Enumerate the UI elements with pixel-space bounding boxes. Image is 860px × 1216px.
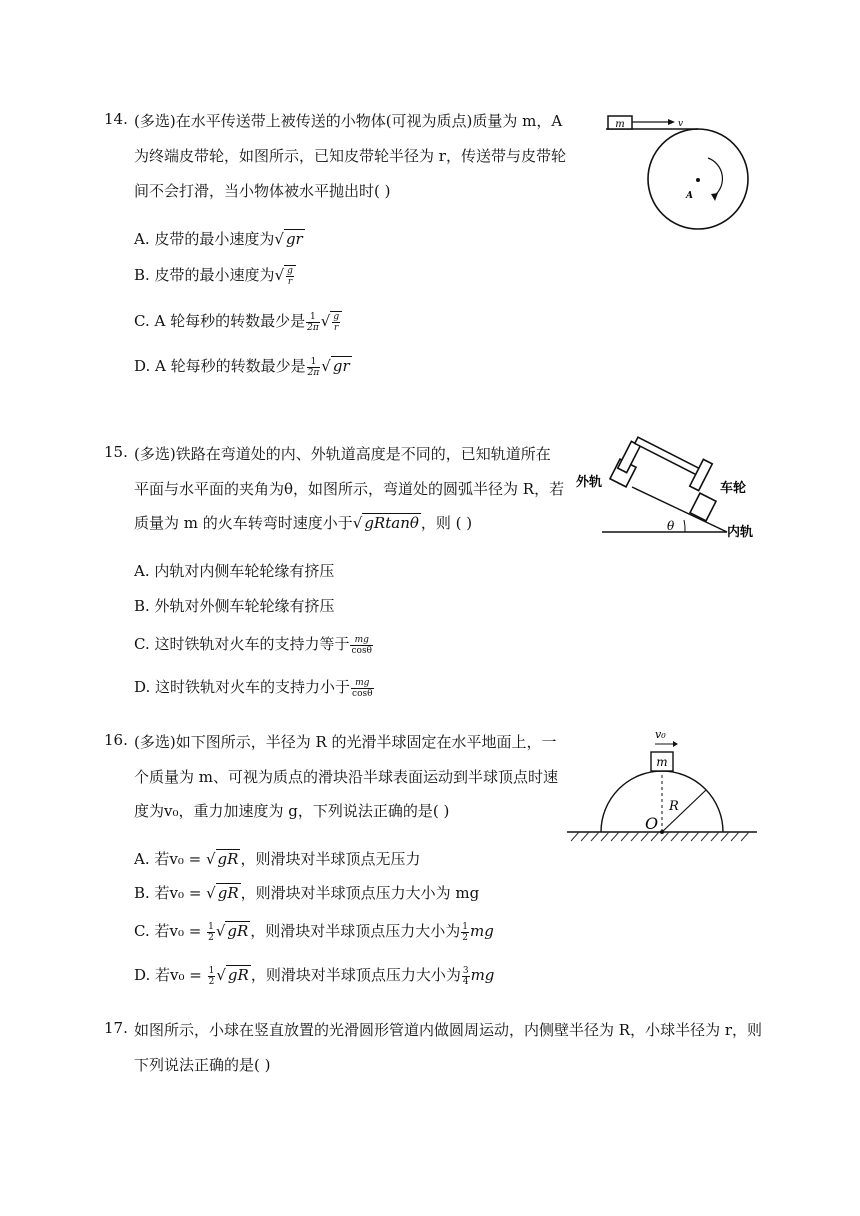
question-text-line: (多选)如下图所示，半径为 R 的光滑半球固定在水平地面上，一	[134, 733, 557, 751]
velocity-label: v₀	[655, 728, 666, 741]
question-number: 14.	[104, 110, 128, 128]
math-expr: mg	[470, 966, 495, 984]
question-text-line: 个质量为 m、可视为质点的滑块沿半球表面运动到半球顶点时速	[134, 768, 558, 786]
rotation-head	[711, 193, 718, 201]
track-group	[610, 437, 716, 521]
math-den: 2	[208, 976, 215, 987]
center-label: O	[645, 814, 659, 833]
hemisphere-figure	[565, 722, 760, 847]
ground-hatching	[571, 832, 749, 841]
arrow-head	[668, 119, 675, 125]
math-num: mg	[350, 635, 373, 646]
option-text: D. 若v₀ =	[134, 966, 207, 984]
inner-rail-label: 内轨	[727, 525, 754, 540]
option-text: B. 皮带的最小速度为	[134, 266, 275, 284]
velocity-label: v	[678, 119, 684, 129]
rail-track-figure	[572, 432, 767, 540]
math-num: g	[333, 312, 340, 322]
math-num: 1	[307, 357, 321, 368]
belt-pulley-figure	[598, 108, 768, 233]
math-num: 1	[208, 965, 215, 976]
question-text-line: (多选)铁路在弯道处的内、外轨道高度是不同的，已知轨道所在	[134, 445, 551, 463]
text-part: ，则 ( )	[420, 514, 473, 532]
option-text: C. 若v₀ =	[134, 922, 207, 940]
math-den: r	[334, 323, 339, 333]
option-text: C. A 轮每秒的转数最少是	[134, 312, 306, 330]
axle	[635, 437, 706, 478]
math-expr: gR	[227, 966, 249, 984]
text-part: 质量为 m 的火车转弯时速度小于	[134, 514, 353, 532]
math-den: cosθ	[351, 645, 372, 656]
option-a[interactable]: A. 若v₀ = √ gR ，则滑块对半球顶点无压力	[134, 850, 421, 868]
math-num: g	[287, 266, 293, 276]
option-d[interactable]: D. A 轮每秒的转数最少是 $\frac{1}{2\pi}$ √ gr	[134, 356, 350, 378]
question-text-line: 下列说法正确的是( )	[134, 1056, 271, 1074]
math-num: mg	[351, 678, 374, 689]
option-c[interactable]: C. A 轮每秒的转数最少是 $\frac{1}{2\pi}$ √ $\frac{g}{r}$	[134, 310, 343, 333]
question-text-line: (多选)在水平传送带上被传送的小物体(可视为质点)质量为 m，A	[134, 112, 563, 130]
math-num: 3	[462, 965, 469, 976]
math-num: 1	[462, 921, 469, 932]
option-text: A. 内轨对内侧车轮轮缘有挤压	[134, 562, 335, 580]
option-a[interactable]: A. 皮带的最小速度为√ gr	[134, 230, 303, 248]
option-c[interactable]: C. 若v₀ = $\frac{1}{2}$ √ gR ，则滑块对半球顶点压力大小为 $\frac{1}{2}$ mg	[134, 921, 494, 943]
question-text-line: 平面与水平面的夹角为θ，如图所示，弯道处的圆弧半径为 R，若	[134, 480, 565, 498]
pulley-center	[696, 178, 700, 182]
math-expr: gr	[332, 357, 350, 375]
math-expr: gR	[217, 884, 239, 902]
question-text-line: 如图所示，小球在竖直放置的光滑圆形管道内做圆周运动，内侧壁半径为 R，小球半径为 r，则	[134, 1021, 763, 1039]
option-d[interactable]: D. 若v₀ = $\frac{1}{2}$ √ gR ，则滑块对半球顶点压力大小为 $\frac{3}{4}$ mg	[134, 965, 495, 987]
option-text: C. 这时铁轨对火车的支持力等于	[134, 635, 350, 653]
angle-label: θ	[667, 519, 675, 533]
math-den: 4	[462, 976, 469, 987]
math-num: 1	[208, 921, 214, 932]
math-den: cosθ	[352, 688, 373, 699]
rotation-arrow	[708, 158, 722, 196]
option-text: D. A 轮每秒的转数最少是	[134, 357, 306, 375]
center-label: A	[686, 191, 693, 201]
radius-label: R	[669, 799, 679, 814]
option-text: ，则滑块对半球顶点压力大小为 mg	[240, 884, 480, 902]
arrow-head	[673, 741, 678, 747]
option-d[interactable]	[134, 676, 375, 699]
option-c[interactable]	[134, 633, 374, 656]
outer-rail-label: 外轨	[576, 475, 603, 490]
math-den: 2	[208, 932, 214, 943]
math-den: r	[287, 277, 293, 287]
question-number: 15.	[104, 443, 128, 461]
math-num: 1	[306, 312, 320, 323]
option-text: A. 若v₀ =	[134, 850, 206, 868]
math-den: 2π	[307, 322, 319, 333]
block-label: m	[615, 119, 625, 130]
option-text: B. 若v₀ =	[134, 884, 207, 902]
option-text: D. 这时铁轨对火车的支持力小于	[134, 678, 351, 696]
option-text: A. 皮带的最小速度为	[134, 230, 275, 248]
option-b[interactable]: B. 皮带的最小速度为√ $\frac{g}{r}$	[134, 264, 297, 287]
math-den: 2π	[307, 367, 320, 378]
option-text: B. 外轨对外侧车轮轮缘有挤压	[134, 597, 335, 615]
center-point	[660, 830, 664, 834]
option-b[interactable]	[134, 595, 335, 616]
question-number: 17.	[104, 1019, 128, 1037]
question-number: 16.	[104, 731, 128, 749]
math-expr: gR	[227, 922, 249, 940]
question-text-line: 质量为 m 的火车转弯时速度小于√ gRtanθ ，则 ( )	[134, 514, 473, 532]
math-expr: gR	[217, 850, 239, 868]
angle-arc	[684, 520, 685, 532]
wheel-label: 车轮	[720, 481, 747, 496]
math-expr: mg	[470, 922, 494, 940]
outer-wheel	[618, 441, 641, 472]
option-a[interactable]	[134, 560, 334, 581]
math-expr: gr	[285, 230, 303, 248]
math-expr: gRtanθ	[364, 514, 419, 532]
option-text: ，则滑块对半球顶点压力大小为	[250, 922, 461, 940]
math-den: 2	[462, 932, 469, 943]
question-text-line: 间不会打滑，当小物体被水平抛出时( )	[134, 182, 391, 200]
incline-line	[632, 487, 727, 532]
question-text-line: 度为v₀，重力加速度为 g，下列说法正确的是( )	[134, 802, 450, 820]
option-b[interactable]: B. 若v₀ = √ gR ，则滑块对半球顶点压力大小为 mg	[134, 884, 480, 902]
inner-wheel	[690, 459, 713, 490]
option-text: ，则滑块对半球顶点无压力	[240, 850, 421, 868]
block-label: m	[656, 755, 668, 769]
question-text-line: 为终端皮带轮，如图所示，已知皮带轮半径为 r，传送带与皮带轮	[134, 147, 566, 165]
option-text: ，则滑块对半球顶点压力大小为	[250, 966, 461, 984]
